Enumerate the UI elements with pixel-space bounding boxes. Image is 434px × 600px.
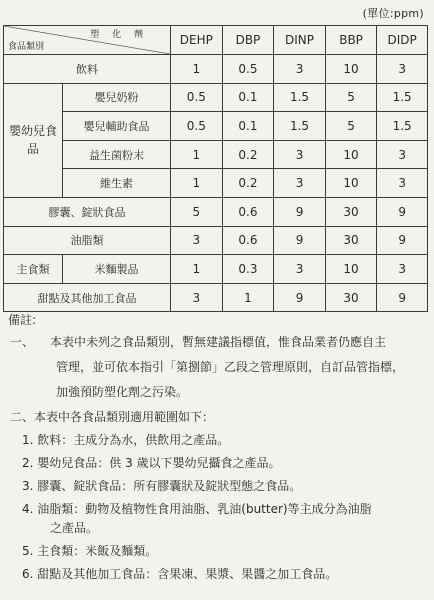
category-cell: 膠囊、錠狀食品: [4, 197, 171, 226]
category-cell: 油脂類: [4, 226, 171, 255]
group-cell: 主食類: [4, 255, 63, 284]
notes-section: [4, 311, 430, 583]
value-cell: 9: [274, 283, 326, 312]
value-cell: 9: [377, 226, 428, 255]
column-header: DBP: [222, 26, 274, 55]
value-cell: 0.5: [171, 83, 223, 112]
value-cell: 3: [274, 169, 326, 198]
value-cell: 0.2: [222, 169, 274, 198]
value-cell: 5: [325, 83, 377, 112]
value-cell: 30: [325, 197, 377, 226]
note-2-item: 5. 主食類：米飯及麵類。: [22, 544, 158, 558]
note-2-item: 6. 甜點及其他加工食品：含果凍、果漿、果醬之加工食品。: [22, 567, 338, 581]
value-cell: 3: [171, 226, 223, 255]
column-header: DEHP: [171, 26, 223, 55]
value-cell: 1: [171, 169, 223, 198]
value-cell: 30: [325, 283, 377, 312]
value-cell: 9: [274, 226, 326, 255]
table-header-row: [4, 26, 428, 55]
value-cell: 1.5: [274, 112, 326, 141]
note-2-item: 1. 飲料：主成分為水，供飲用之產品。: [22, 433, 230, 447]
table-row: [4, 140, 428, 169]
value-cell: 1: [222, 283, 274, 312]
value-cell: 3: [274, 255, 326, 284]
subcategory-cell: 維生素: [63, 169, 171, 198]
note-2-item: 4. 油脂類：動物及植物性食用油脂、乳油(butter)等主成分為油脂: [22, 502, 372, 516]
category-cell: 飲料: [4, 55, 171, 84]
header-plasticizer: 塑 化 劑: [90, 30, 148, 40]
subcategory-cell: 米麵製品: [63, 255, 171, 284]
category-cell: 甜點及其他加工食品: [4, 283, 171, 312]
value-cell: 0.6: [222, 197, 274, 226]
value-cell: 0.5: [222, 55, 274, 84]
note-2-item-4-continued: 之產品。: [50, 521, 99, 535]
header-food-category: 食品類別: [8, 42, 45, 52]
column-header: DIDP: [377, 26, 428, 55]
value-cell: 3: [274, 140, 326, 169]
value-cell: 3: [377, 255, 428, 284]
diagonal-header-cell: [4, 26, 171, 55]
table-row: [4, 55, 428, 84]
table-row: [4, 83, 428, 112]
value-cell: 3: [274, 55, 326, 84]
value-cell: 1: [171, 255, 223, 284]
plasticizer-limit-table: [3, 25, 428, 312]
value-cell: 1: [171, 140, 223, 169]
value-cell: 5: [171, 197, 223, 226]
value-cell: 5: [325, 112, 377, 141]
subcategory-cell: 嬰兒奶粉: [63, 83, 171, 112]
value-cell: 0.3: [222, 255, 274, 284]
table-row: [4, 197, 428, 226]
table-row: [4, 255, 428, 284]
table-row: [4, 283, 428, 312]
value-cell: 1.5: [377, 83, 428, 112]
value-cell: 1.5: [274, 83, 326, 112]
value-cell: 30: [325, 226, 377, 255]
value-cell: 9: [377, 197, 428, 226]
note-2-heading: 二、本表中各食品類別適用範圍如下：: [10, 410, 215, 424]
column-header: BBP: [325, 26, 377, 55]
unit-label: (單位:ppm): [362, 7, 424, 20]
value-cell: 0.2: [222, 140, 274, 169]
note-1-line-3: 加強預防塑化劑之污染。: [56, 385, 189, 399]
subcategory-cell: 益生菌粉末: [63, 140, 171, 169]
value-cell: 1.5: [377, 112, 428, 141]
note-1-number: 一、: [10, 335, 35, 349]
value-cell: 10: [325, 55, 377, 84]
table-row: [4, 226, 428, 255]
note-1-line-1: 本表中未列之食品類別，暫無建議指標值，惟食品業者仍應自主: [50, 335, 387, 349]
group-cell: 嬰幼兒食品: [4, 83, 63, 197]
subcategory-cell: 嬰兒輔助食品: [63, 112, 171, 141]
value-cell: 0.1: [222, 83, 274, 112]
column-header: DINP: [274, 26, 326, 55]
value-cell: 9: [274, 197, 326, 226]
value-cell: 10: [325, 169, 377, 198]
value-cell: 1: [171, 55, 223, 84]
note-2-item: 3. 膠囊、錠狀食品：所有膠囊狀及錠狀型態之食品。: [22, 479, 302, 493]
value-cell: 3: [377, 140, 428, 169]
value-cell: 0.1: [222, 112, 274, 141]
note-1-line-2: 管理，並可依本指引「第捌節」乙段之管理原則，自訂品管指標，: [56, 360, 405, 374]
value-cell: 3: [377, 169, 428, 198]
value-cell: 0.5: [171, 112, 223, 141]
value-cell: 9: [377, 283, 428, 312]
table-row: [4, 169, 428, 198]
notes-label: 備註:: [8, 313, 37, 327]
value-cell: 10: [325, 255, 377, 284]
note-1: [4, 333, 430, 401]
value-cell: 3: [377, 55, 428, 84]
table-row: [4, 112, 428, 141]
note-2-item: 2. 嬰幼兒食品：供 3 歲以下嬰幼兒攝食之產品。: [22, 456, 281, 470]
value-cell: 10: [325, 140, 377, 169]
value-cell: 0.6: [222, 226, 274, 255]
value-cell: 3: [171, 283, 223, 312]
